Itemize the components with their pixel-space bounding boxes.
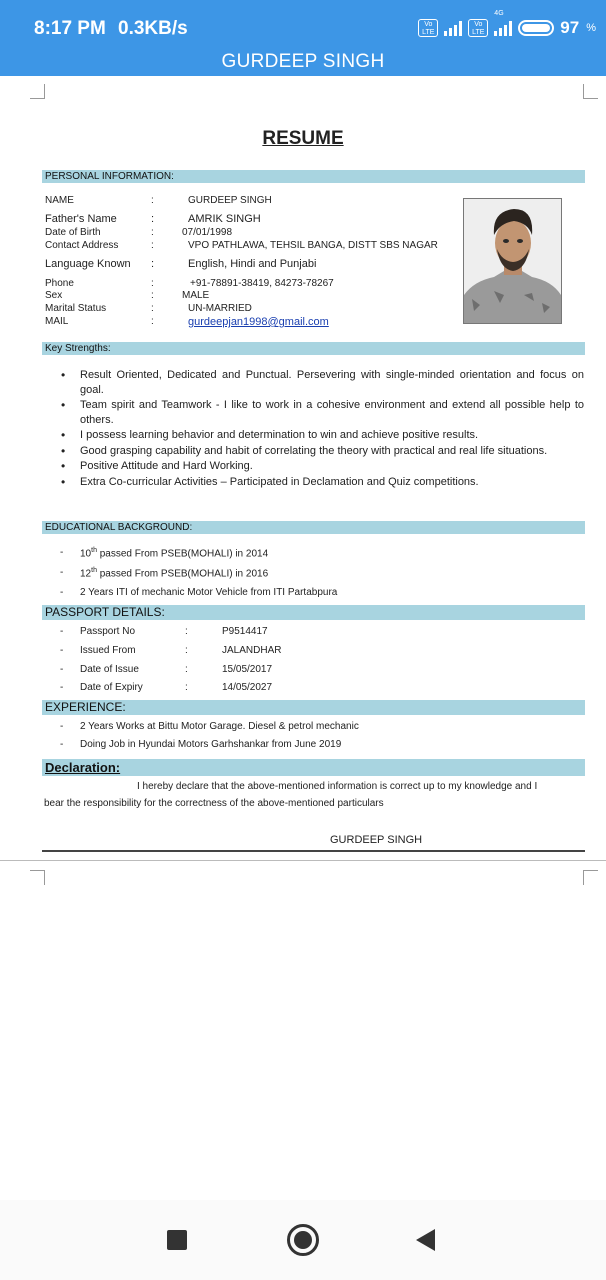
section-key-strengths: Key Strengths: — [42, 342, 585, 355]
battery-level: 97 — [560, 18, 580, 37]
volte-icon-2: Vo LTE — [468, 19, 488, 37]
passport-row: - Issued From : JALANDHAR — [60, 645, 282, 656]
battery-unit: % — [586, 22, 596, 34]
list-item: • Good grasping capability and habit of correlating the theory with practical and real life situations. — [60, 444, 584, 459]
key-strengths-list — [60, 368, 584, 490]
passport-row: - Date of Expiry : 14/05/2027 — [60, 682, 273, 693]
resume-title: RESUME — [262, 128, 344, 149]
page-corner-mark — [583, 870, 598, 885]
page-separator — [0, 860, 606, 861]
page-corner-mark — [583, 84, 598, 99]
back-icon[interactable] — [416, 1229, 435, 1251]
profile-photo-image — [464, 199, 561, 323]
navigation-bar — [0, 1200, 606, 1280]
signature-divider — [42, 850, 585, 852]
list-item: • I possess learning behavior and determination to win and achieve positive results. — [60, 428, 584, 443]
status-time: 8:17 PM — [34, 18, 106, 39]
list-item: • Team spirit and Teamwork - I like to work in a cohesive environment and extend all possible help to others. — [60, 398, 584, 427]
education-item: - 12th passed From PSEB(MOHALI) in 2016 — [60, 567, 269, 580]
battery-icon — [518, 20, 554, 36]
signal-icon — [444, 20, 462, 36]
page-corner-mark — [30, 84, 45, 99]
experience-item: - 2 Years Works at Bittu Motor Garage. Diesel & petrol mechanic — [60, 721, 359, 732]
list-item: • Positive Attitude and Hard Working. — [60, 459, 584, 474]
page-corner-mark — [30, 870, 45, 885]
section-declaration: Declaration: — [42, 759, 585, 776]
section-passport: PASSPORT DETAILS: — [42, 605, 585, 620]
recents-icon[interactable] — [167, 1230, 187, 1250]
declaration-text: I hereby declare that the above-mentioned information is correct up to my knowledge and I bear the responsibility for the correctness of the above-mentioned particulars — [44, 781, 538, 809]
signature-name: GURDEEP SINGH — [330, 834, 423, 846]
status-net-speed: 0.3KB/s — [118, 18, 188, 39]
profile-photo — [463, 198, 562, 324]
passport-row: - Passport No : P9514417 — [60, 626, 268, 637]
experience-item: - Doing Job in Hyundai Motors Garhshankar from June 2019 — [60, 739, 342, 750]
section-education: EDUCATIONAL BACKGROUND: — [42, 521, 585, 534]
volte-icon: Vo LTE — [418, 19, 438, 37]
list-item: • Extra Co-curricular Activities – Participated in Declamation and Quiz competitions. — [60, 475, 584, 490]
education-item: - 10th passed From PSEB(MOHALI) in 2014 — [60, 547, 269, 560]
status-icons — [418, 10, 596, 40]
home-icon[interactable] — [287, 1224, 319, 1256]
passport-row: - Date of Issue : 15/05/2017 — [60, 664, 273, 675]
section-experience: EXPERIENCE: — [42, 700, 585, 715]
signal-icon-2 — [494, 10, 512, 36]
status-bar — [0, 0, 606, 50]
email-link[interactable]: gurdeepjan1998@gmail.com — [188, 316, 329, 328]
document-title-bar: GURDEEP SINGH — [0, 50, 606, 76]
network-type: 4G — [494, 10, 504, 17]
list-item: • Result Oriented, Dedicated and Punctual. Persevering with single-minded orientation and focus on goal. — [60, 368, 584, 397]
section-personal-information: PERSONAL INFORMATION: — [42, 170, 585, 183]
education-item: - 2 Years ITI of mechanic Motor Vehicle from ITI Partabpura — [60, 587, 338, 598]
